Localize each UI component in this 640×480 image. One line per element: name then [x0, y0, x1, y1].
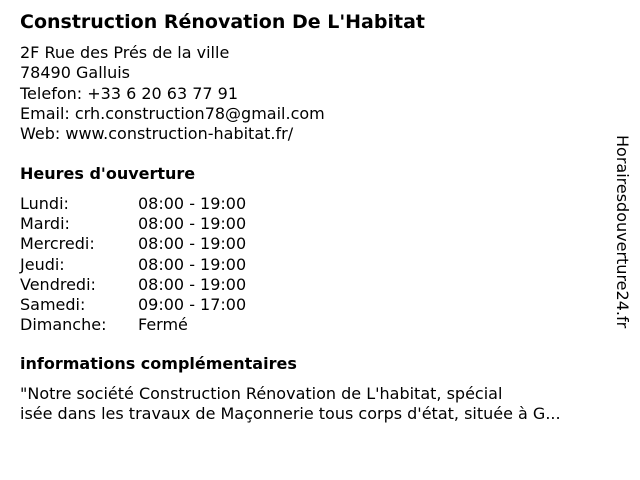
contact-block: [20, 43, 325, 144]
day-label: Mardi:: [20, 214, 70, 234]
city-postal: 78490 Galluis: [20, 63, 130, 83]
phone-number: Telefon: +33 6 20 63 77 91: [20, 83, 239, 103]
website: Web: www.construction-habitat.fr/: [20, 124, 294, 144]
time-value: 08:00 - 19:00: [138, 194, 247, 213]
info-line: "Notre société Construction Rénovation de L'habitat, spécial: [20, 384, 503, 403]
info-description: [20, 384, 620, 424]
time-value: 08:00 - 19:00: [138, 214, 247, 234]
site-watermark: [612, 135, 632, 371]
info-line: isée dans les travaux de Maçonnerie tous corps d'état, située à G...: [20, 404, 561, 423]
hours-heading: Heures d'ouverture: [20, 164, 196, 183]
day-label: Lundi:: [20, 194, 69, 213]
time-value: 08:00 - 19:00: [138, 254, 247, 274]
time-value: 08:00 - 19:00: [138, 234, 247, 254]
day-label: Mercredi:: [20, 234, 95, 254]
info-heading: informations complémentaires: [20, 354, 297, 373]
time-value: 08:00 - 19:00: [138, 274, 247, 294]
street-address: 2F Rue des Prés de la ville: [20, 43, 230, 62]
business-name: Construction Rénovation De L'Habitat: [20, 11, 425, 33]
time-value: Fermé: [138, 315, 188, 335]
day-label: Samedi:: [20, 294, 86, 314]
time-value: 09:00 - 17:00: [138, 294, 247, 314]
email-address: Email: crh.construction78@gmail.com: [20, 103, 325, 123]
day-label: Jeudi:: [20, 254, 65, 274]
day-label: Vendredi:: [20, 274, 96, 294]
day-label: Dimanche:: [20, 315, 107, 335]
watermark-text: Horairesdouverture24.fr: [613, 135, 632, 329]
